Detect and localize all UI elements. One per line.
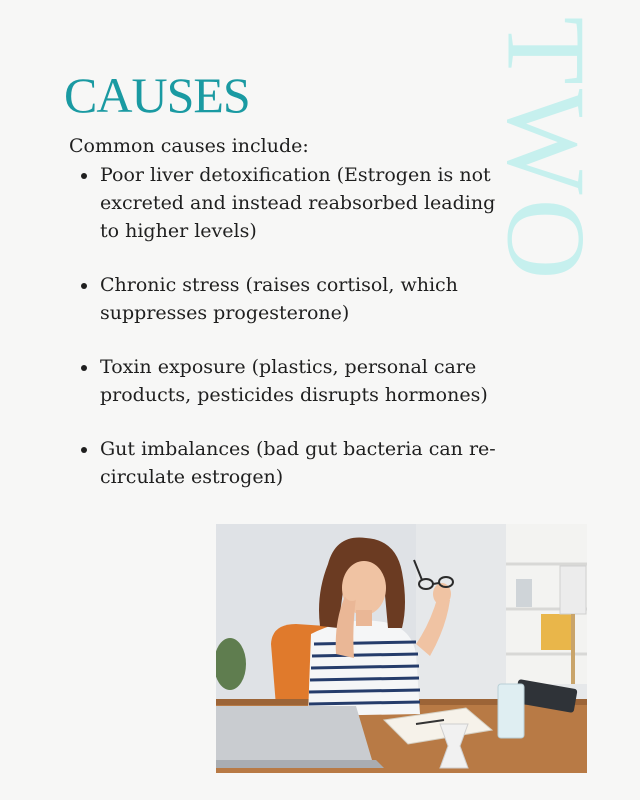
cause-item-stress: Chronic stress (raises cortisol, which suppresses progesterone)	[100, 271, 500, 327]
causes-list	[100, 161, 500, 517]
vertical-word-text: TWO	[483, 16, 608, 284]
intro-text: Common causes include:	[69, 135, 309, 157]
cause-item-toxin: Toxin exposure (plastics, personal care products, pesticides disrupts hormones)	[100, 353, 500, 409]
page-title: CAUSES	[64, 67, 250, 123]
cause-item-gut: Gut imbalances (bad gut bacteria can re-circulate estrogen)	[100, 435, 500, 491]
stressed-woman-photo	[216, 524, 587, 773]
cause-item-liver: Poor liver detoxification (Estrogen is not excreted and instead reabsorbed leading to higher levels)	[100, 161, 500, 245]
